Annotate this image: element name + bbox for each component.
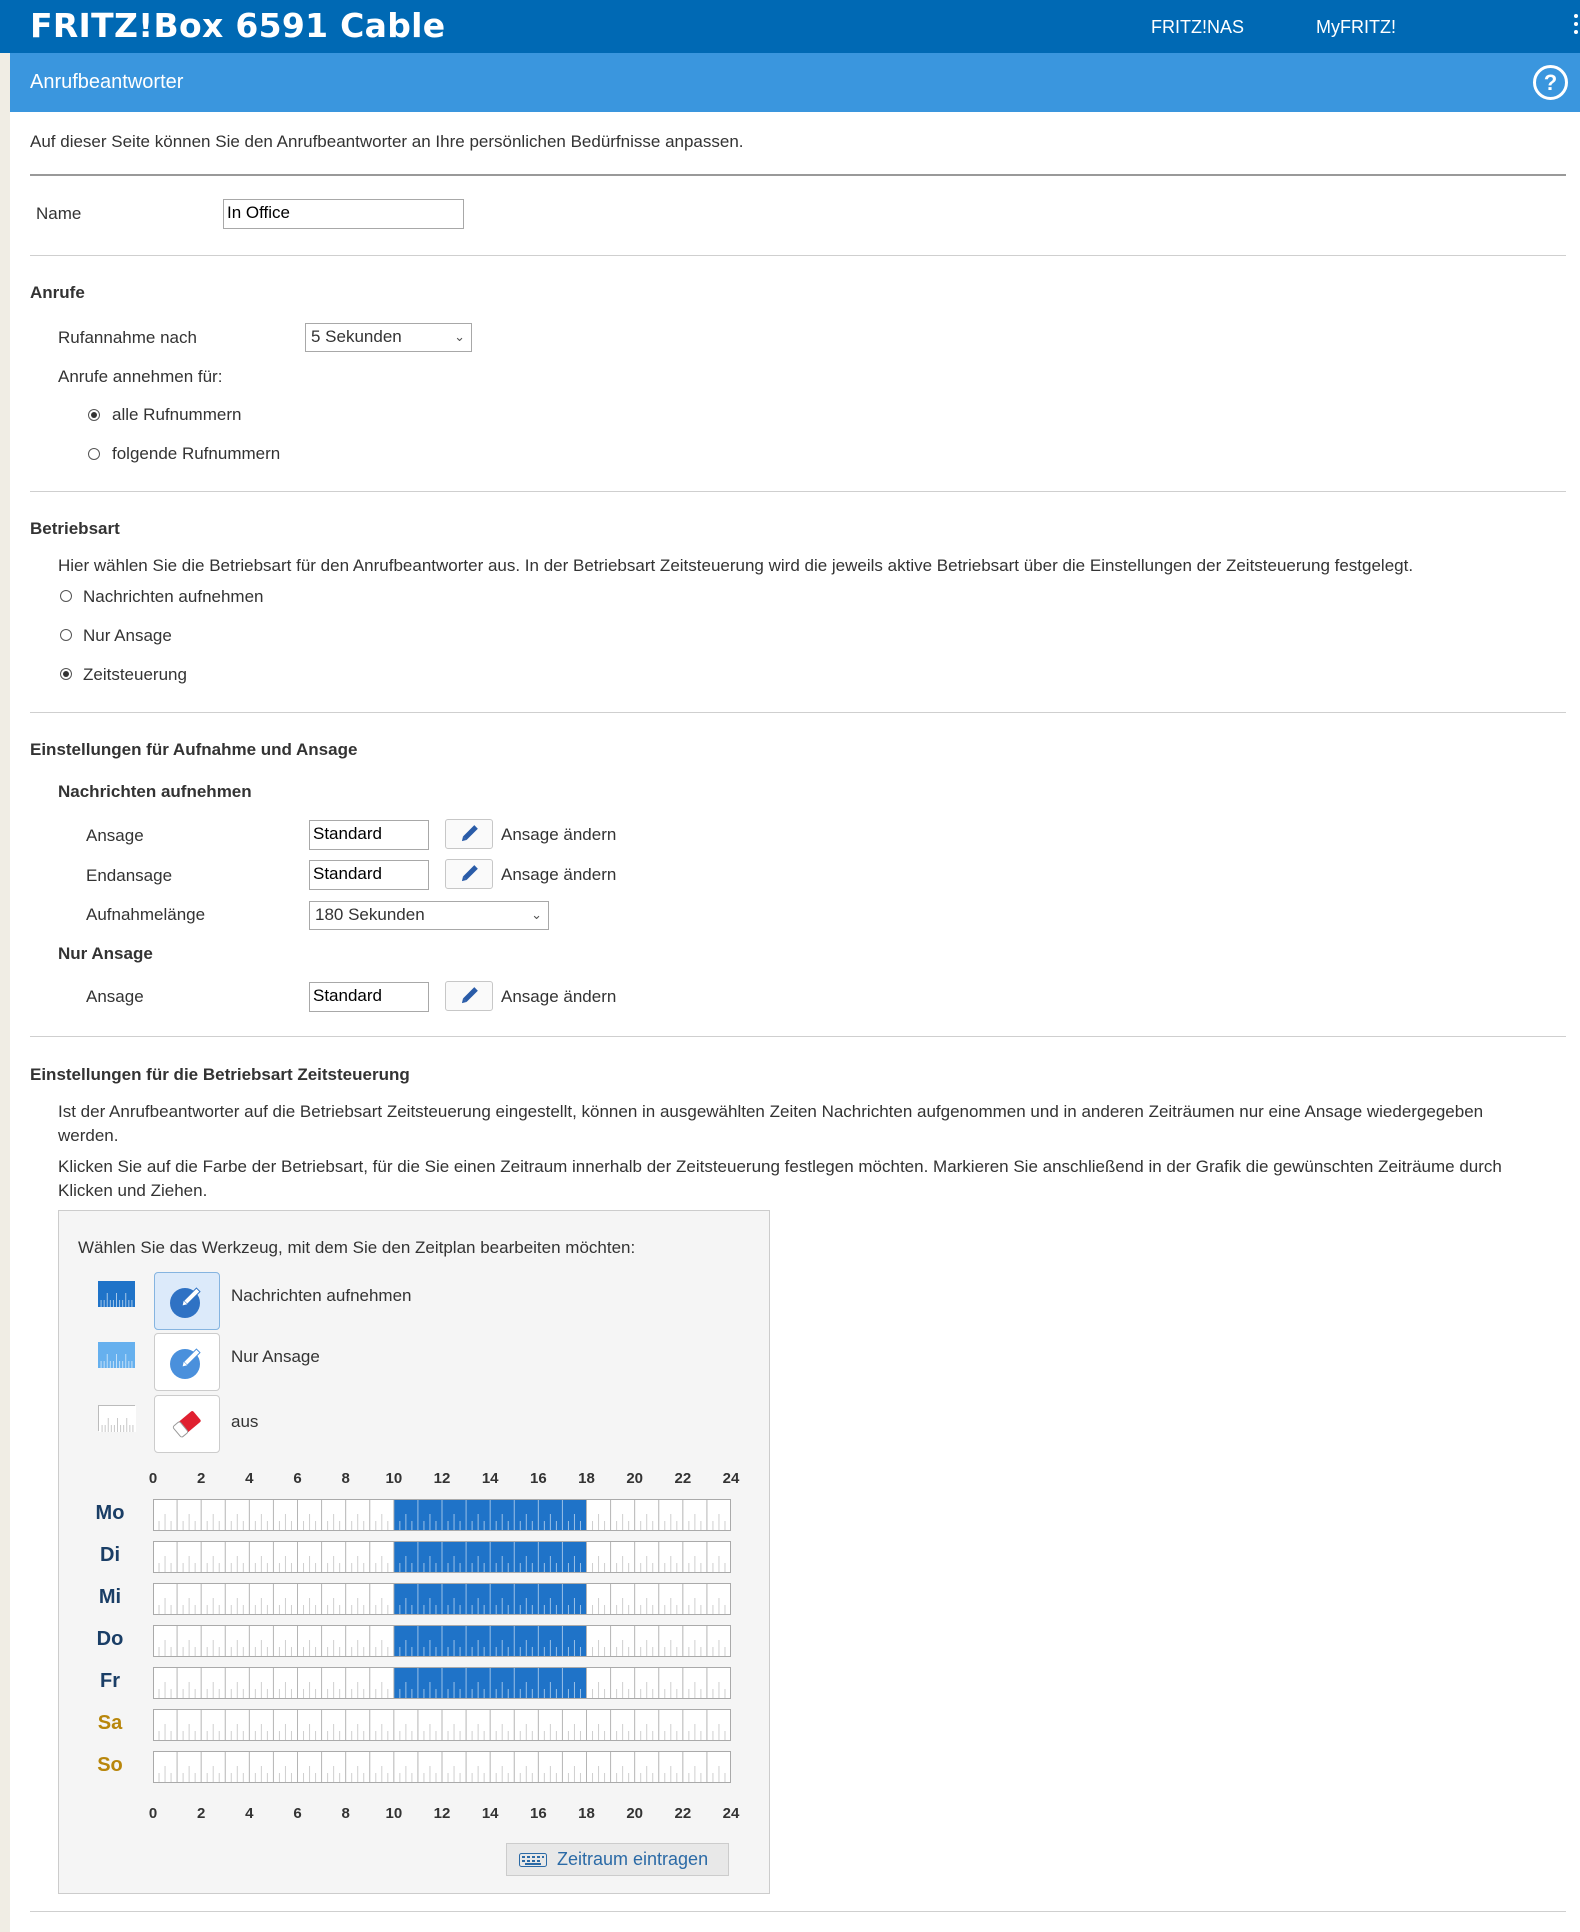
keyboard-icon	[519, 1853, 547, 1867]
bottom-hour-label: 12	[433, 1805, 451, 1822]
intro-text: Auf dieser Seite können Sie den Anrufbeantworter an Ihre persönlichen Bedürfnisse anpassen.	[30, 132, 744, 151]
zeitsteuerung-para1: Ist der Anrufbeantworter auf die Betriebsart Zeitsteuerung eingestellt, können in ausgewählten Zeiten Nachrichten aufgenommen und in anderen Zeiträumen nur eine Ansage wiedergegeben werden.	[58, 1102, 1484, 1145]
day-label: Di	[100, 1544, 120, 1566]
betriebsart-heading: Betriebsart	[30, 519, 120, 538]
pencil-icon	[446, 860, 492, 888]
radio-mode-record[interactable]	[60, 590, 72, 602]
bottom-hour-label: 22	[674, 1805, 692, 1822]
top-hour-label: 12	[433, 1470, 451, 1487]
nur-ansage-label: Ansage	[86, 987, 144, 1006]
nur-ansage-change-link[interactable]: Ansage ändern	[501, 987, 617, 1006]
help-icon[interactable]: ?	[1533, 65, 1568, 100]
zeitsteuerung-heading: Einstellungen für die Betriebsart Zeitsteuerung	[30, 1065, 410, 1084]
day-label: Sa	[97, 1712, 123, 1734]
ansage-edit-button[interactable]	[445, 819, 493, 849]
tool-record-label: Nachrichten aufnehmen	[231, 1286, 412, 1305]
page-title-bar	[10, 53, 1580, 112]
eraser-icon	[155, 1396, 219, 1452]
day-row[interactable]	[153, 1583, 731, 1615]
top-hour-label: 2	[196, 1470, 206, 1487]
bottom-hour-label: 16	[529, 1805, 547, 1822]
top-hour-label: 10	[385, 1470, 403, 1487]
top-hour-label: 0	[148, 1470, 158, 1487]
chevron-down-icon: ⌄	[531, 907, 542, 922]
top-hour-label: 20	[626, 1470, 643, 1487]
radio-mode-announce-only-label: Nur Ansage	[83, 626, 172, 645]
tool-off-button[interactable]	[154, 1395, 220, 1453]
radio-following-numbers-label: folgende Rufnummern	[112, 444, 281, 463]
divider	[30, 491, 1566, 492]
betriebsart-description: Hier wählen Sie die Betriebsart für den Anrufbeantworter aus. In der Betriebsart Zeitsteuerung wird die jeweils aktive Betriebsart über die Einstellungen der Zeitsteuerung festgelegt.	[58, 556, 1414, 575]
top-bar	[0, 0, 1580, 53]
aufnahme-heading: Einstellungen für Aufnahme und Ansage	[30, 740, 358, 759]
length-select-value: 180 Sekunden	[315, 905, 425, 924]
tool-swatch-off[interactable]	[98, 1405, 135, 1431]
delay-label: Rufannahme nach	[58, 328, 197, 347]
delay-select[interactable]	[305, 323, 472, 352]
tool-prompt: Wählen Sie das Werkzeug, mit dem Sie den Zeitplan bearbeiten möchten:	[78, 1238, 636, 1257]
bottom-hour-label: 18	[578, 1805, 595, 1822]
nur-ansage-edit-button[interactable]	[445, 981, 493, 1011]
radio-mode-schedule-label: Zeitsteuerung	[83, 665, 187, 684]
day-row[interactable]	[153, 1625, 731, 1657]
top-hour-label: 16	[529, 1470, 547, 1487]
pencil-icon	[155, 1273, 219, 1329]
day-label: So	[97, 1754, 123, 1776]
tool-announce-label: Nur Ansage	[231, 1347, 320, 1366]
day-label: Mo	[95, 1502, 125, 1524]
day-row[interactable]	[153, 1499, 731, 1531]
nur-ansage-heading: Nur Ansage	[58, 944, 153, 963]
radio-mode-record-label: Nachrichten aufnehmen	[83, 587, 264, 606]
bottom-hour-label: 4	[245, 1805, 254, 1822]
top-hour-label: 4	[245, 1470, 254, 1487]
name-label: Name	[36, 204, 82, 223]
tool-off-label: aus	[231, 1412, 259, 1431]
endansage-label: Endansage	[86, 866, 173, 885]
top-hour-label: 24	[722, 1470, 740, 1487]
radio-mode-schedule[interactable]	[60, 668, 72, 680]
day-row[interactable]	[153, 1667, 731, 1699]
endansage-change-link[interactable]: Ansage ändern	[501, 865, 617, 884]
divider	[30, 1911, 1566, 1912]
day-row[interactable]	[153, 1751, 731, 1783]
tool-swatch-announce[interactable]	[98, 1342, 135, 1368]
nur-ansage-field[interactable]: Standard	[309, 982, 429, 1012]
schedule-panel	[58, 1210, 770, 1894]
divider	[30, 174, 1566, 176]
day-label: Fr	[100, 1670, 120, 1692]
bottom-hour-label: 8	[341, 1805, 350, 1822]
day-row[interactable]	[153, 1541, 731, 1573]
tool-swatch-record[interactable]	[98, 1281, 135, 1307]
top-hour-label: 6	[293, 1470, 302, 1487]
top-hour-label: 22	[674, 1470, 692, 1487]
pencil-icon	[155, 1334, 219, 1390]
day-label: Mi	[98, 1586, 122, 1608]
zeitsteuerung-para2: Klicken Sie auf die Farbe der Betriebsart, für die Sie einen Zeitraum innerhalb der Zeitsteuerung festlegen möchten. Markieren Sie anschließend in der Grafik die gewünschten Zeiträume durch Klicken und Ziehen.	[58, 1157, 1502, 1200]
divider	[30, 712, 1566, 713]
bottom-hour-label: 10	[385, 1805, 403, 1822]
endansage-field[interactable]: Standard	[309, 860, 429, 890]
top-hour-label: 18	[578, 1470, 595, 1487]
pencil-icon	[446, 982, 492, 1010]
nachrichten-heading: Nachrichten aufnehmen	[58, 782, 252, 801]
nav-fritznas-link[interactable]: FRITZ!NAS	[1151, 17, 1244, 37]
bottom-hour-label: 0	[148, 1805, 158, 1822]
radio-mode-announce-only[interactable]	[60, 629, 72, 641]
top-hour-label: 8	[341, 1470, 350, 1487]
pencil-icon	[446, 820, 492, 848]
bottom-hour-label: 2	[196, 1805, 206, 1822]
divider	[30, 255, 1566, 256]
day-label: Do	[96, 1628, 124, 1650]
accept-label: Anrufe annehmen für:	[58, 367, 223, 386]
divider	[30, 1036, 1566, 1037]
top-hour-label: 14	[481, 1470, 499, 1487]
length-label: Aufnahmelänge	[86, 905, 206, 924]
tool-record-button[interactable]	[154, 1272, 220, 1330]
bottom-hour-label: 6	[293, 1805, 302, 1822]
radio-following-numbers[interactable]	[88, 448, 100, 460]
delay-select-value: 5 Sekunden	[311, 327, 402, 346]
endansage-edit-button[interactable]	[445, 859, 493, 889]
bottom-hour-label: 14	[481, 1805, 499, 1822]
tool-announce-button[interactable]	[154, 1333, 220, 1391]
bottom-hour-label: 20	[626, 1805, 643, 1822]
brand-title: FRITZ!Box 6591 Cable	[30, 6, 446, 45]
chevron-down-icon: ⌄	[454, 329, 465, 344]
length-select[interactable]	[309, 901, 549, 930]
more-menu-icon[interactable]	[1574, 14, 1580, 38]
day-row[interactable]	[153, 1709, 731, 1741]
main-content	[10, 112, 1580, 1932]
ansage-label: Ansage	[86, 826, 144, 845]
enter-timespan-label: Zeitraum eintragen	[557, 1849, 709, 1869]
page-title: Anrufbeantworter	[30, 71, 184, 93]
bottom-hour-label: 24	[722, 1805, 740, 1822]
ansage-change-link[interactable]: Ansage ändern	[501, 825, 617, 844]
name-input[interactable]: In Office	[223, 199, 464, 229]
radio-all-numbers[interactable]	[88, 409, 100, 421]
ansage-field[interactable]: Standard	[309, 820, 429, 850]
nav-myfritz-link[interactable]: MyFRITZ!	[1316, 17, 1396, 37]
radio-all-numbers-label: alle Rufnummern	[112, 405, 242, 424]
anrufe-heading: Anrufe	[30, 283, 85, 302]
enter-timespan-button[interactable]	[506, 1843, 729, 1876]
